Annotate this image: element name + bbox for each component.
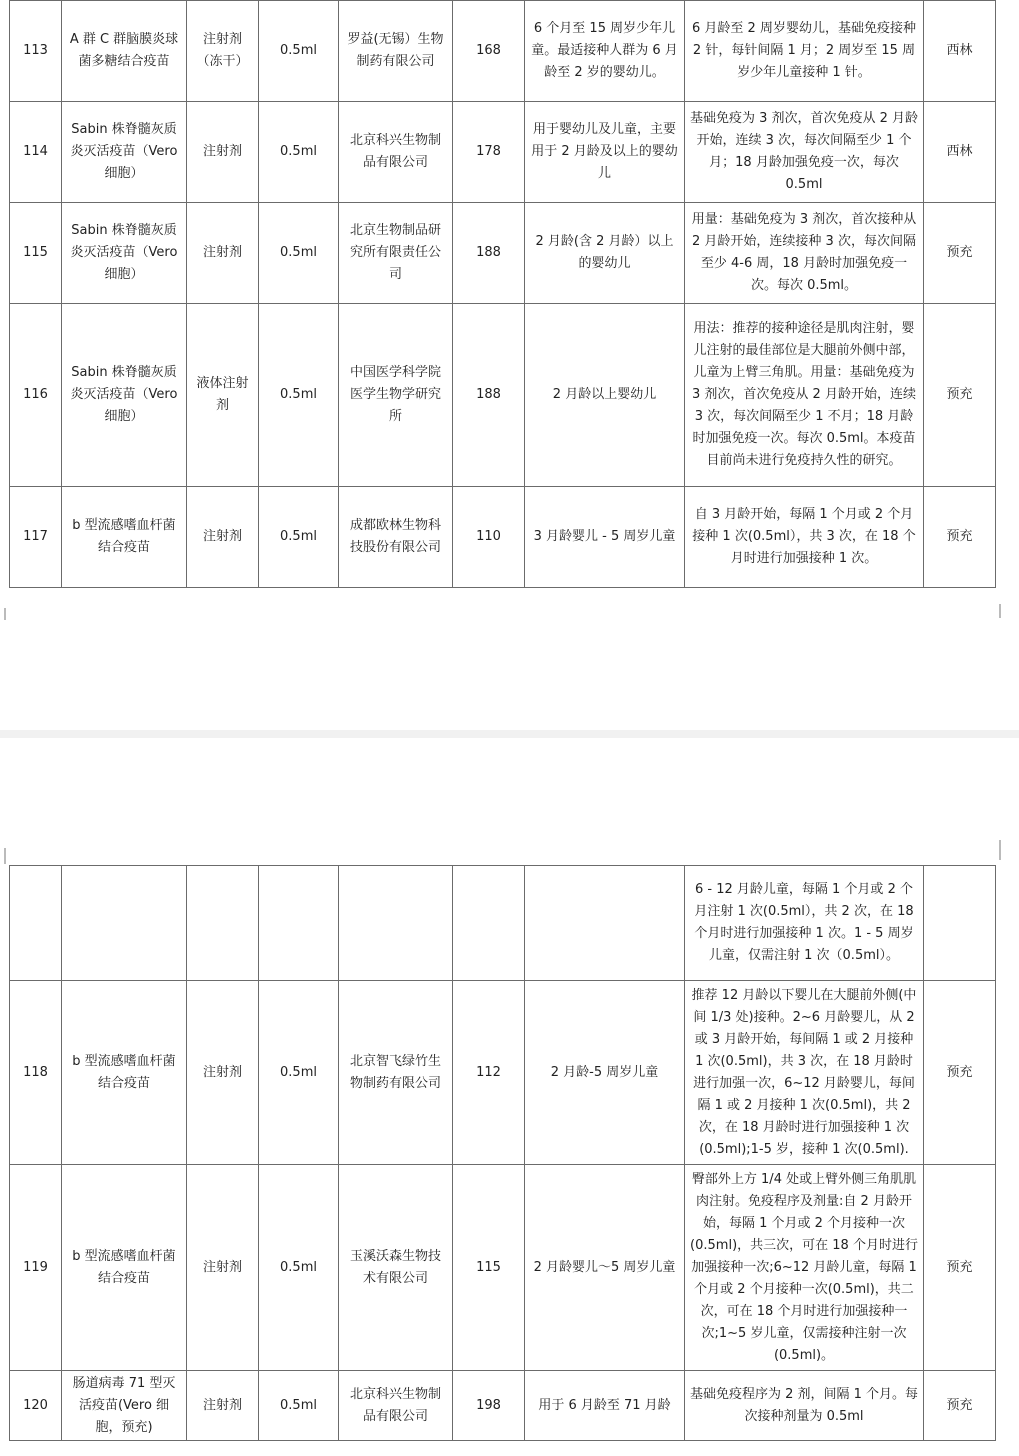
price: 168 [453, 1, 525, 102]
dosage-form: 注射剂 [187, 1165, 259, 1371]
manufacturer: 玉溪沃森生物技术有限公司 [339, 1165, 453, 1371]
target-population [525, 866, 685, 981]
vaccine-name: Sabin 株脊髓灰质炎灭活疫苗（Vero 细胞） [62, 102, 187, 203]
row-number: 114 [10, 102, 62, 203]
specification: 0.5ml [259, 1, 339, 102]
page-gap [0, 600, 1019, 865]
manufacturer: 罗益(无锡）生物制药有限公司 [339, 1, 453, 102]
usage-dosage: 臀部外上方 1/4 处或上臂外侧三角肌肌肉注射。免疫程序及剂量:自 2 月龄开始，每隔 1 个月或 2 个月接种一次(0.5ml)，共三次，可在 18 个月时进行加强接种一次;6~12 月龄儿童，每隔 1 个月或 2 个月接种一次(0.5ml)，共二次，可在 18 个月时进行加强接种一次;1~5 岁儿童，仅需接种注射一次(0.5ml)。 [685, 1165, 924, 1371]
crop-mark [4, 848, 6, 864]
dosage-form: 注射剂（冻干） [187, 1, 259, 102]
price: 188 [453, 304, 525, 487]
table-row-118 [10, 981, 996, 1165]
vaccine-table-page-2 [9, 865, 996, 1441]
dosage-form: 注射剂 [187, 102, 259, 203]
dosage-form: 注射剂 [187, 487, 259, 588]
vaccine-name: A 群 C 群脑膜炎球菌多糖结合疫苗 [62, 1, 187, 102]
usage-dosage: 用法：推荐的接种途径是肌肉注射，婴儿注射的最佳部位是大腿前外侧中部，儿童为上臂三角肌。用量：基础免疫为 3 剂次，首次免疫从 2 月龄开始，连续 3 次，每次间隔至少 1 不月；18 月龄时加强免疫一次。每次 0.5ml。本疫苗目前尚未进行免疫持久性的研究。 [685, 304, 924, 487]
price: 198 [453, 1371, 525, 1441]
usage-dosage: 基础免疫为 3 剂次，首次免疫从 2 月龄开始，连续 3 次，每次间隔至少 1 个月；18 月龄加强免疫一次，每次 0.5ml [685, 102, 924, 203]
specification: 0.5ml [259, 304, 339, 487]
manufacturer: 北京科兴生物制品有限公司 [339, 102, 453, 203]
target-population: 2 月龄-5 周岁儿童 [525, 981, 685, 1165]
vaccine-name: b 型流感嗜血杆菌结合疫苗 [62, 1165, 187, 1371]
specification: 0.5ml [259, 487, 339, 588]
packaging: 预充 [924, 304, 996, 487]
usage-dosage: 用量：基础免疫为 3 剂次，首次接种从 2 月龄开始，连续接种 3 次，每次间隔至少 4-6 周，18 月龄时加强免疫一次。每次 0.5ml。 [685, 203, 924, 304]
table-row-114 [10, 102, 996, 203]
target-population: 用于 6 月龄至 71 月龄 [525, 1371, 685, 1441]
usage-dosage: 6 月龄至 2 周岁婴幼儿，基础免疫接种 2 针，每针间隔 1 月；2 周岁至 15 周岁少年儿童接种 1 针。 [685, 1, 924, 102]
table-row-116 [10, 304, 996, 487]
page-2 [0, 865, 1019, 1456]
row-number: 116 [10, 304, 62, 487]
row-number: 113 [10, 1, 62, 102]
table-row-117 [10, 487, 996, 588]
specification: 0.5ml [259, 981, 339, 1165]
page-separator [0, 730, 1019, 738]
target-population: 3 月龄婴儿 - 5 周岁儿童 [525, 487, 685, 588]
packaging: 西林 [924, 102, 996, 203]
packaging: 预充 [924, 487, 996, 588]
manufacturer: 中国医学科学院医学生物学研究所 [339, 304, 453, 487]
target-population: 2 月龄婴儿～5 周岁儿童 [525, 1165, 685, 1371]
vaccine-name [62, 866, 187, 981]
price: 178 [453, 102, 525, 203]
row-number: 117 [10, 487, 62, 588]
usage-dosage: 6 - 12 月龄儿童，每隔 1 个月或 2 个月注射 1 次(0.5ml），共 2 次，在 18 个月时进行加强接种 1 次。1 - 5 周岁儿童，仅需注射 1 次（0.5ml）。 [685, 866, 924, 981]
packaging: 预充 [924, 1371, 996, 1441]
crop-mark [4, 608, 6, 620]
usage-dosage: 推荐 12 月龄以下婴儿在大腿前外侧(中间 1/3 处)接种。2~6 月龄婴儿，从 2 或 3 月龄开始，每间隔 1 或 2 月接种 1 次(0.5ml)，共 3 次，在 18 月龄时进行加强一次，6~12 月龄婴儿，每间隔 1 或 2 月接种 1 次(0.5ml)，共 2 次，在 18 月龄时进行加强接种 1 次(0.5ml);1-5 岁，接种 1 次(0.5ml). [685, 981, 924, 1165]
table-row-continued [10, 866, 996, 981]
specification: 0.5ml [259, 102, 339, 203]
price: 188 [453, 203, 525, 304]
table-row-120 [10, 1371, 996, 1441]
dosage-form: 液体注射剂 [187, 304, 259, 487]
row-number [10, 866, 62, 981]
table-row-115 [10, 203, 996, 304]
price: 110 [453, 487, 525, 588]
crop-mark [999, 604, 1001, 618]
table-row-119 [10, 1165, 996, 1371]
packaging [924, 866, 996, 981]
packaging: 预充 [924, 1165, 996, 1371]
price: 115 [453, 1165, 525, 1371]
dosage-form [187, 866, 259, 981]
dosage-form: 注射剂 [187, 203, 259, 304]
dosage-form: 注射剂 [187, 981, 259, 1165]
manufacturer: 北京科兴生物制品有限公司 [339, 1371, 453, 1441]
vaccine-name: b 型流感嗜血杆菌结合疫苗 [62, 981, 187, 1165]
vaccine-name: Sabin 株脊髓灰质炎灭活疫苗（Vero 细胞） [62, 203, 187, 304]
page-1 [0, 0, 1019, 600]
vaccine-name: Sabin 株脊髓灰质炎灭活疫苗（Vero 细胞） [62, 304, 187, 487]
specification: 0.5ml [259, 1165, 339, 1371]
manufacturer: 成都欧林生物科技股份有限公司 [339, 487, 453, 588]
vaccine-name: b 型流感嗜血杆菌结合疫苗 [62, 487, 187, 588]
target-population: 2 月龄以上婴幼儿 [525, 304, 685, 487]
dosage-form: 注射剂 [187, 1371, 259, 1441]
usage-dosage: 基础免疫程序为 2 剂，间隔 1 个月。每次接种剂量为 0.5ml [685, 1371, 924, 1441]
row-number: 120 [10, 1371, 62, 1441]
row-number: 119 [10, 1165, 62, 1371]
vaccine-table-page-1 [9, 0, 996, 588]
price [453, 866, 525, 981]
specification: 0.5ml [259, 203, 339, 304]
specification [259, 866, 339, 981]
manufacturer: 北京智飞绿竹生物制药有限公司 [339, 981, 453, 1165]
packaging: 预充 [924, 203, 996, 304]
target-population: 6 个月至 15 周岁少年儿童。最适接种人群为 6 月龄至 2 岁的婴幼儿。 [525, 1, 685, 102]
row-number: 118 [10, 981, 62, 1165]
packaging: 西林 [924, 1, 996, 102]
usage-dosage: 自 3 月龄开始，每隔 1 个月或 2 个月接种 1 次(0.5ml），共 3 次，在 18 个月时进行加强接种 1 次。 [685, 487, 924, 588]
target-population: 2 月龄(含 2 月龄）以上的婴幼儿 [525, 203, 685, 304]
table-row-113 [10, 1, 996, 102]
manufacturer: 北京生物制品研究所有限责任公司 [339, 203, 453, 304]
crop-mark [999, 840, 1001, 860]
vaccine-name: 肠道病毒 71 型灭活疫苗(Vero 细胞，预充) [62, 1371, 187, 1441]
manufacturer [339, 866, 453, 981]
price: 112 [453, 981, 525, 1165]
row-number: 115 [10, 203, 62, 304]
specification: 0.5ml [259, 1371, 339, 1441]
target-population: 用于婴幼儿及儿童，主要用于 2 月龄及以上的婴幼儿 [525, 102, 685, 203]
packaging: 预充 [924, 981, 996, 1165]
